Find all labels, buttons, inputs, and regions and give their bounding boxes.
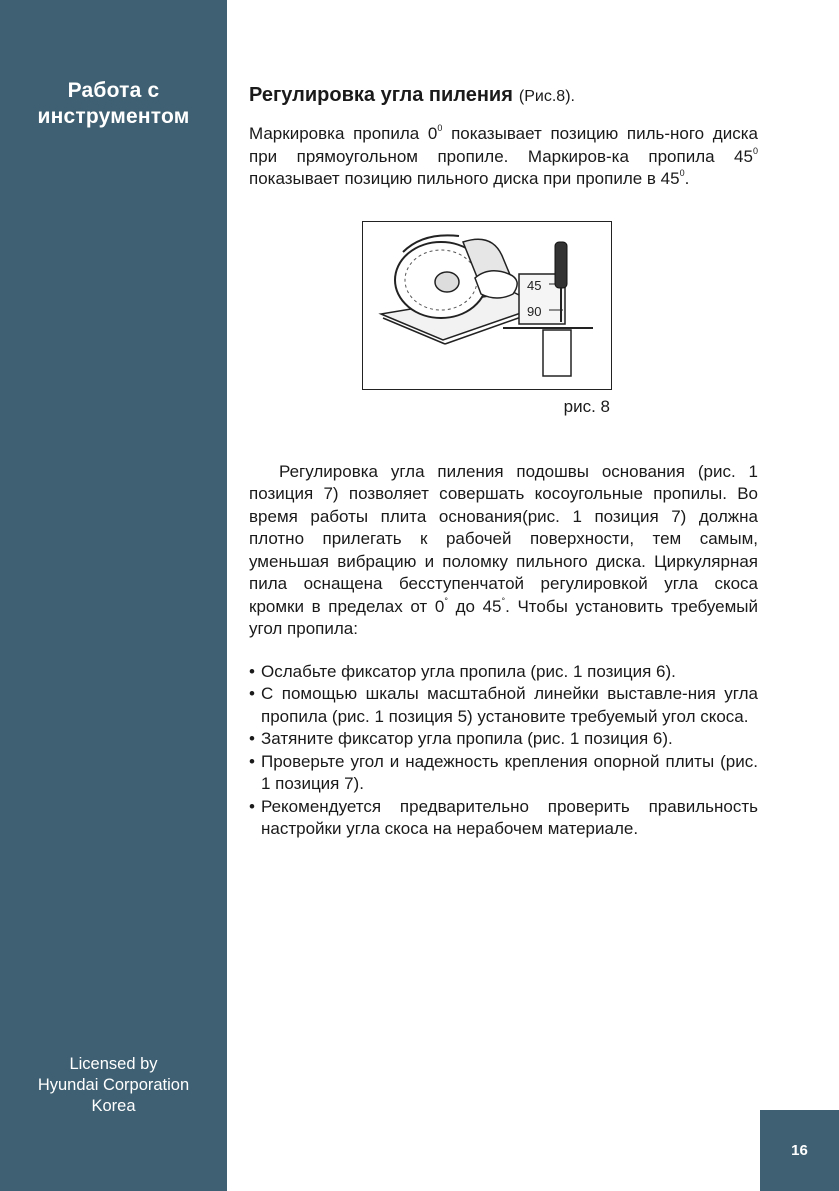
- section-title-line2: инструментом: [37, 105, 190, 128]
- degree-mark: 0: [752, 145, 758, 156]
- degree-mark: 0: [679, 168, 685, 179]
- intro-text-3: показывает позицию пильного диска при пропиле в 45: [249, 169, 680, 188]
- license-note: [0, 1054, 227, 1117]
- degree-mark: °: [444, 595, 448, 606]
- steps-list: [249, 661, 758, 841]
- figure-8-illustration: [362, 221, 612, 390]
- body-paragraph: [249, 461, 758, 641]
- scale-label-45: 45: [527, 277, 542, 293]
- hand-shape: [475, 270, 517, 297]
- list-item: • Проверьте угол и надежность крепления опорной плиты (рис. 1 позиция 7).: [249, 751, 758, 796]
- body-text-2: до 45: [447, 596, 502, 616]
- page-number-text: 16: [791, 1142, 808, 1159]
- list-item: • Рекомендуется предварительно проверить правильность настройки угла скоса на нерабочем материале.: [249, 796, 758, 841]
- heading-title: Регулировка угла пиления: [249, 84, 513, 106]
- section-title-line1: Работа с: [67, 79, 160, 102]
- page-number: [760, 1110, 839, 1191]
- saw-drawing: [363, 222, 611, 389]
- list-item: • Ослабьте фиксатор угла пропила (рис. 1 позиция 6).: [249, 661, 758, 684]
- intro-paragraph: [249, 123, 758, 191]
- intro-text-4: .: [684, 169, 690, 188]
- license-line2: Hyundai Corporation: [37, 1076, 190, 1094]
- intro-text-2: показывает позицию пиль-ного диска при прямоугольном пропиле. Маркиров-ка пропила 45: [249, 124, 758, 166]
- locking-knob-shape: [555, 242, 567, 288]
- main-content: [249, 80, 758, 841]
- scale-label-90: 90: [527, 303, 542, 319]
- figure-caption: рис. 8: [563, 396, 610, 416]
- license-line1: Licensed by: [69, 1055, 158, 1073]
- body-text-1: Регулировка угла пиления подошвы основания (рис. 1 позиция 7) позволяет совершать косоугольные пропилы. Во время работы плита основания(рис. 1 позиция 7) должна плотно прилегать к рабочей поверхности, тем самым, уменьшая вибрацию и поломку пильного диска. Циркулярная пила оснащена бесступенчатой регулировкой угла скоса кромки в пределах от 0: [249, 461, 758, 616]
- page-heading: [249, 80, 758, 112]
- degree-mark: 0: [437, 123, 443, 134]
- license-line3: Korea: [91, 1097, 136, 1115]
- heading-figure-ref: (Рис.8).: [518, 88, 575, 105]
- intro-text-1: Маркировка пропила 0: [249, 124, 438, 143]
- list-item: • С помощью шкалы масштабной линейки выставле-ния угла пропила (рис. 1 позиция 5) установите требуемый угол скоса.: [249, 683, 758, 728]
- list-item: • Затяните фиксатор угла пропила (рис. 1 позиция 6).: [249, 728, 758, 751]
- degree-mark: °: [501, 595, 506, 606]
- body-text-3: . Чтобы установить требуемый угол пропила:: [249, 596, 758, 638]
- sidebar: [0, 0, 227, 1191]
- section-title: [0, 78, 227, 130]
